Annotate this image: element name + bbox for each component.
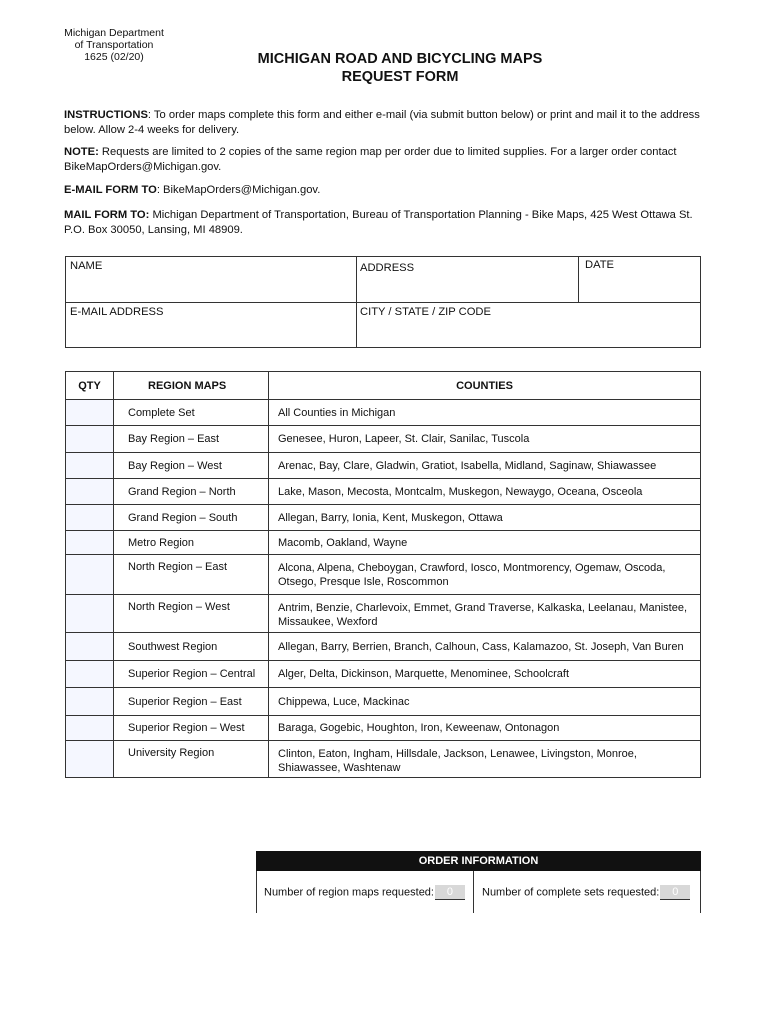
table-row bbox=[66, 688, 701, 716]
mail-form-label: MAIL FORM TO: bbox=[64, 209, 150, 221]
region-maps-header: REGION MAPS bbox=[114, 372, 269, 400]
counties-list: Baraga, Gogebic, Houghton, Iron, Keweenaw, Ontonagon bbox=[269, 716, 701, 741]
table-row bbox=[66, 741, 701, 778]
order-information-title: ORDER INFORMATION bbox=[256, 851, 701, 871]
counties-list: Genesee, Huron, Lapeer, St. Clair, Sanilac, Tuscola bbox=[269, 426, 701, 453]
table-row bbox=[66, 400, 701, 426]
instructions-text: : To order maps complete this form and either e-mail (via submit button below) or print and mail it to the address below. Allow 2-4 weeks for delivery. bbox=[64, 109, 700, 136]
counties-list: Allegan, Barry, Berrien, Branch, Calhoun, Cass, Kalamazoo, St. Joseph, Van Buren bbox=[269, 633, 701, 661]
department-block bbox=[44, 27, 184, 63]
region-name: Superior Region – Central bbox=[114, 661, 269, 688]
region-maps-count-field[interactable]: 0 bbox=[435, 885, 465, 900]
complete-sets-count-field[interactable]: 0 bbox=[660, 885, 690, 900]
qty-input[interactable] bbox=[66, 400, 114, 426]
region-name: University Region bbox=[114, 741, 269, 778]
divider bbox=[578, 257, 579, 302]
region-name: Grand Region – North bbox=[114, 479, 269, 505]
region-name: Metro Region bbox=[114, 531, 269, 555]
complete-sets-label: Number of complete sets requested: bbox=[482, 886, 660, 899]
form-title bbox=[200, 50, 600, 86]
divider bbox=[473, 871, 474, 913]
counties-list: Allegan, Barry, Ionia, Kent, Muskegon, Ottawa bbox=[269, 505, 701, 531]
dept-line-2: of Transportation bbox=[74, 39, 154, 51]
counties-list: Chippewa, Luce, Mackinac bbox=[269, 688, 701, 716]
counties-list: Alcona, Alpena, Cheboygan, Crawford, Iosco, Montmorency, Ogemaw, Oscoda, Otsego, Presque Isle, Roscommon bbox=[269, 555, 701, 595]
table-row bbox=[66, 453, 701, 479]
region-name: Southwest Region bbox=[114, 633, 269, 661]
address-field[interactable]: ADDRESS bbox=[360, 262, 415, 274]
note-text: Requests are limited to 2 copies of the same region map per order due to limited supplies. For a larger order contact BikeMapOrders@Michigan.gov. bbox=[64, 146, 677, 173]
counties-list: Arenac, Bay, Clare, Gladwin, Gratiot, Isabella, Midland, Saginaw, Shiawassee bbox=[269, 453, 701, 479]
region-maps-table bbox=[65, 371, 701, 778]
region-maps-count bbox=[264, 885, 465, 900]
order-information bbox=[256, 851, 701, 913]
counties-list: Clinton, Eaton, Ingham, Hillsdale, Jackson, Lenawee, Livingston, Monroe, Shiawassee, Washtenaw bbox=[269, 741, 701, 778]
city-state-zip-field[interactable]: CITY / STATE / ZIP CODE bbox=[360, 306, 491, 318]
table-row bbox=[66, 716, 701, 741]
qty-input[interactable] bbox=[66, 633, 114, 661]
note-label: NOTE: bbox=[64, 146, 99, 158]
contact-info-box bbox=[65, 256, 701, 348]
table-row bbox=[66, 505, 701, 531]
mail-form-text: Michigan Department of Transportation, Bureau of Transportation Planning - Bike Maps, 425 West Ottawa St. P.O. Box 30050, Lansing, MI 48909. bbox=[64, 209, 693, 236]
region-name: Complete Set bbox=[114, 400, 269, 426]
table-header-row bbox=[66, 372, 701, 400]
qty-input[interactable] bbox=[66, 426, 114, 453]
qty-header: QTY bbox=[66, 372, 114, 400]
dept-line-1: Michigan Department bbox=[64, 27, 164, 39]
qty-input[interactable] bbox=[66, 531, 114, 555]
table-row bbox=[66, 531, 701, 555]
table-row bbox=[66, 555, 701, 595]
order-information-body bbox=[256, 871, 701, 913]
email-field[interactable]: E-MAIL ADDRESS bbox=[70, 306, 164, 318]
region-maps-label: Number of region maps requested: bbox=[264, 886, 434, 899]
qty-input[interactable] bbox=[66, 741, 114, 778]
counties-header: COUNTIES bbox=[269, 372, 701, 400]
counties-list: Macomb, Oakland, Wayne bbox=[269, 531, 701, 555]
qty-input[interactable] bbox=[66, 716, 114, 741]
counties-list: Lake, Mason, Mecosta, Montcalm, Muskegon, Newaygo, Oceana, Osceola bbox=[269, 479, 701, 505]
qty-input[interactable] bbox=[66, 453, 114, 479]
note bbox=[64, 145, 714, 174]
region-name: Bay Region – East bbox=[114, 426, 269, 453]
region-name: Superior Region – West bbox=[114, 716, 269, 741]
mail-form-to bbox=[64, 208, 714, 237]
table-row bbox=[66, 426, 701, 453]
email-form-text: : BikeMapOrders@Michigan.gov. bbox=[156, 184, 321, 196]
date-field[interactable]: DATE bbox=[585, 259, 615, 271]
qty-input[interactable] bbox=[66, 595, 114, 633]
region-name: North Region – West bbox=[114, 595, 269, 633]
complete-sets-count bbox=[482, 885, 690, 900]
region-name: North Region – East bbox=[114, 555, 269, 595]
counties-list: Antrim, Benzie, Charlevoix, Emmet, Grand Traverse, Kalkaska, Leelanau, Manistee, Missaukee, Wexford bbox=[269, 595, 701, 633]
divider bbox=[66, 302, 700, 303]
table-row bbox=[66, 661, 701, 688]
qty-input[interactable] bbox=[66, 555, 114, 595]
table-row bbox=[66, 479, 701, 505]
region-name: Bay Region – West bbox=[114, 453, 269, 479]
title-line-2: REQUEST FORM bbox=[341, 69, 459, 85]
instructions bbox=[64, 108, 714, 137]
email-form-label: E-MAIL FORM TO bbox=[64, 184, 157, 196]
name-field[interactable]: NAME bbox=[70, 260, 103, 272]
region-name: Superior Region – East bbox=[114, 688, 269, 716]
region-name: Grand Region – South bbox=[114, 505, 269, 531]
table-row bbox=[66, 595, 701, 633]
qty-input[interactable] bbox=[66, 688, 114, 716]
counties-list: All Counties in Michigan bbox=[269, 400, 701, 426]
qty-input[interactable] bbox=[66, 479, 114, 505]
instructions-label: INSTRUCTIONS bbox=[64, 109, 148, 121]
table-row bbox=[66, 633, 701, 661]
title-line-1: MICHIGAN ROAD AND BICYCLING MAPS bbox=[257, 51, 543, 67]
qty-input[interactable] bbox=[66, 505, 114, 531]
email-form-to bbox=[64, 183, 714, 198]
form-code: 1625 (02/20) bbox=[84, 51, 144, 63]
counties-list: Alger, Delta, Dickinson, Marquette, Menominee, Schoolcraft bbox=[269, 661, 701, 688]
qty-input[interactable] bbox=[66, 661, 114, 688]
